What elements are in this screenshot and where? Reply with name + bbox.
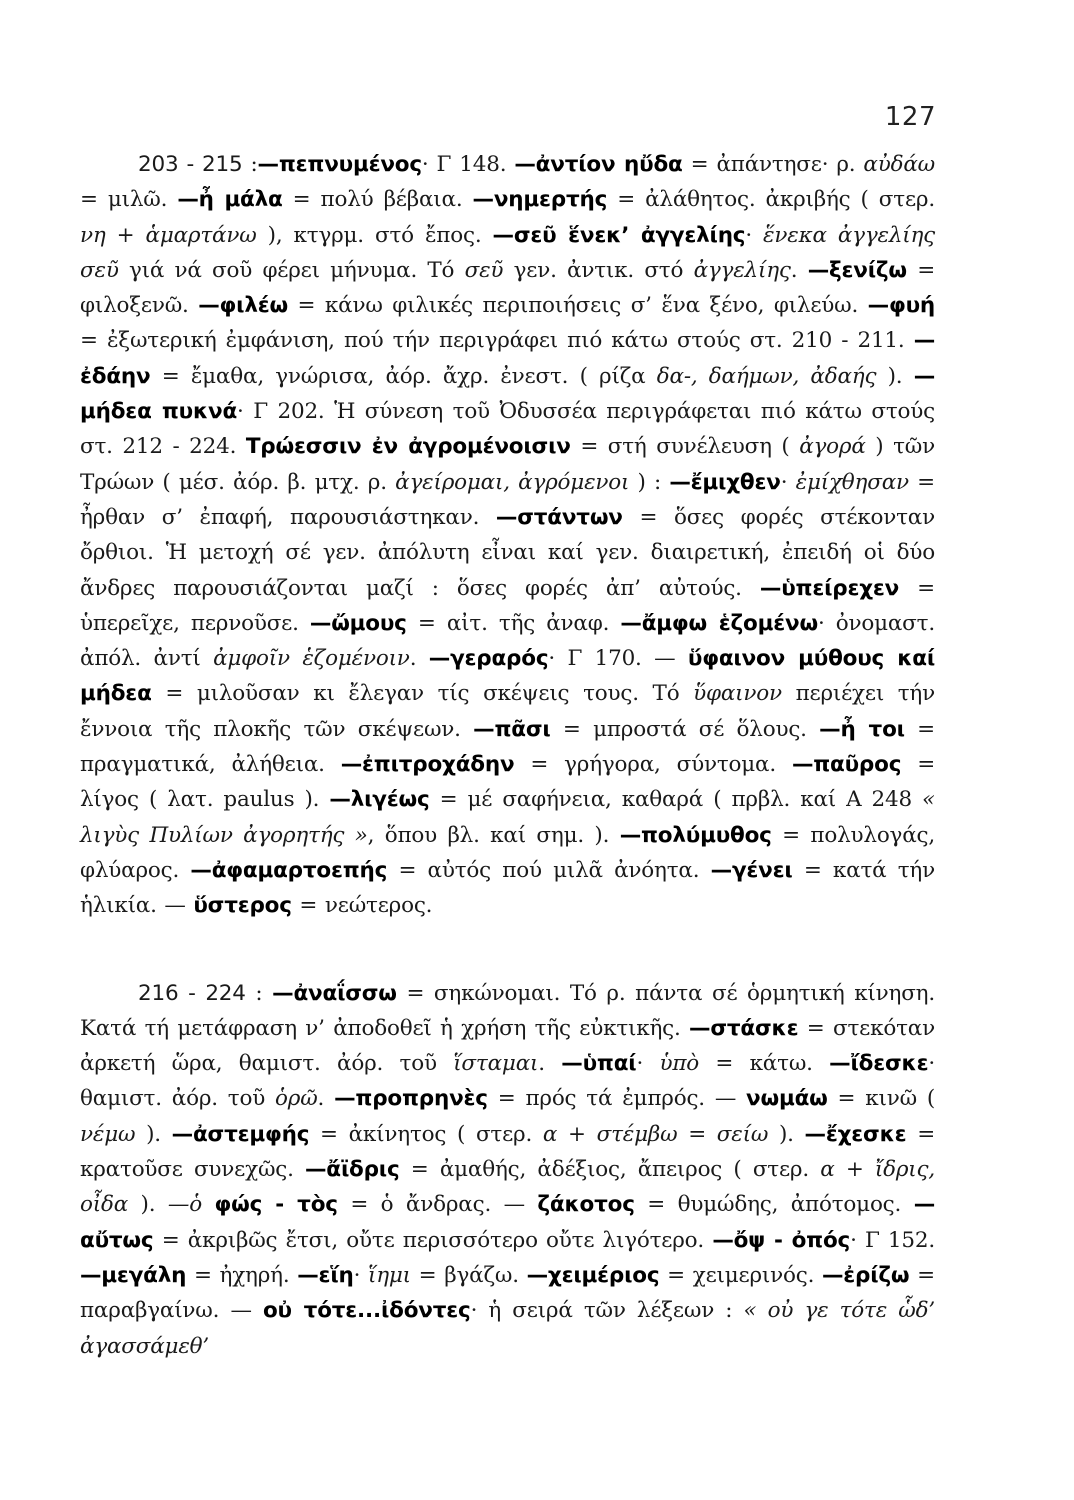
paragraph-body <box>80 152 935 918</box>
gloss-text: = πρός τά ἐμπρός. — <box>487 1086 747 1112</box>
lemma: ζάκοτος <box>537 1192 635 1218</box>
italic-term: ἀγγελίης <box>693 257 791 283</box>
italic-term: « λιγὺς Πυλίων ἀγορητής » <box>80 787 936 848</box>
gloss-text: ) : <box>629 469 670 495</box>
gloss-text: = ἀκίνητος ( στερ. <box>309 1121 543 1147</box>
italic-term: σεῦ <box>464 257 504 283</box>
gloss-text: ). <box>876 363 914 389</box>
gloss-text: γιά νά σοῦ φέρει μήνυμα. Τό <box>118 257 465 283</box>
gloss-text: = κάτω. <box>699 1051 830 1077</box>
gloss-text: = σηκώνομαι. Τό ρ. πάντα σέ ὁρμητική κίνηση. Κατά τή μετάφραση ν’ ἀποδοθεῖ ἡ χρήση τῆς εὐκτικῆς. <box>80 980 936 1041</box>
gloss-text: . <box>409 646 429 672</box>
lemma: —μήδεα πυκνά <box>80 363 935 425</box>
italic-term: ἐμίχθησαν <box>795 469 909 495</box>
italic-term: δα-, δαήμων, ἀδαής <box>656 363 877 389</box>
gloss-text: = ἀκριβῶς ἔτσι, οὔτε περισσότερο οὔτε λιγότερο. <box>153 1227 713 1253</box>
lemma: —ἦ τοι <box>819 716 905 742</box>
lemma: νωμάω <box>746 1086 828 1112</box>
lemma: —ὑπαί <box>561 1051 637 1077</box>
gloss-text: = μπροστά σέ ὅλους. <box>550 716 820 742</box>
gloss-text: = στεκόταν ἀρκετή ὥρα, θαμιστ. ἀόρ. τοῦ <box>80 1015 935 1077</box>
lemma: —ἴδεσκε <box>829 1051 929 1077</box>
lemma: —εἵη <box>297 1262 354 1288</box>
gloss-text: · Γ 170. — <box>548 646 688 672</box>
commentary-text <box>80 147 935 1364</box>
gloss-text: . <box>790 257 808 283</box>
gloss-text: · θαμιστ. ἀόρ. τοῦ <box>80 1051 935 1112</box>
verse-range: 203 - 215 <box>138 152 243 177</box>
lemma: —ἄϊδρις <box>305 1157 400 1183</box>
gloss-text: = γρήγορα, σύντομα. <box>514 752 792 778</box>
gloss-text: = ἀπάντησε· ρ. <box>682 152 864 177</box>
gloss-text: = κινῶ ( <box>827 1086 936 1112</box>
gloss-text: = αὐτός πού μιλᾶ ἀνόητα. <box>387 857 711 883</box>
lemma: —ξενίζω <box>807 257 907 283</box>
gloss-text: = φιλοξενῶ. <box>80 257 936 319</box>
gloss-text: + <box>834 1157 875 1183</box>
italic-term: ἵσταμαι <box>453 1051 539 1077</box>
lemma: —γεραρός <box>428 646 549 672</box>
lemma: —ἔμιχθεν <box>669 469 781 495</box>
lemma: —ὤμους <box>309 610 407 636</box>
gloss-text: + <box>557 1121 597 1147</box>
gloss-text: : <box>245 980 273 1006</box>
gloss-text: περιέχει τήν ἔννοια τῆς πλοκῆς τῶν σκέψεων. <box>80 681 935 742</box>
lemma: —πολύμυθος <box>619 822 772 848</box>
lemma: —πᾶσι <box>473 716 551 742</box>
commentary-paragraph <box>80 976 935 1364</box>
italic-term: αὐδάω <box>863 152 936 177</box>
gloss-text: . <box>317 1086 335 1112</box>
gloss-text: = ἀλάθητος. ἀκριβής ( στερ. <box>607 187 935 213</box>
gloss-text: = ἦρθαν σ’ ἐπαφή, παρουσιάστηκαν. <box>80 469 935 530</box>
gloss-text: · Γ 202. Ἡ σύνεση τοῦ Ὀδυσσέα περιγράφεται πιό κάτω στούς στ. 212 - 224. <box>80 399 935 460</box>
gloss-text: = κατά τήν ἡλικία. — <box>80 857 935 919</box>
lemma: Τρώεσσιν ἐν ἀγρομένοισιν <box>245 434 571 460</box>
gloss-text: = ἐξωτερική ἐμφάνιση, πού τήν περιγράφει πιό κάτω στούς στ. 210 - 211. <box>80 328 914 354</box>
lemma: —ὑπείρεχεν <box>759 575 900 601</box>
gloss-text: = ὅσες φορές στέκονταν ὄρθιοι. Ἡ μετοχή σέ γεν. ἀπόλυτη εἶναι καί γεν. διαιρετική, ἐπειδή οἱ δύο ἄνδρες παρουσιάζονται μαζί : ὅσες φορές ἀπ’ αὐτούς. <box>80 504 935 601</box>
page-number: 127 <box>884 102 936 132</box>
gloss-text: = ὑπερεῖχε, περνοῦσε. <box>80 575 935 636</box>
gloss-text: · Γ 152. <box>850 1227 935 1253</box>
italic-term: ὑπὸ <box>659 1051 700 1077</box>
italic-term: ὁρῶ <box>275 1086 318 1112</box>
lemma: —λιγέως <box>329 787 430 813</box>
lemma: —πεπνυμένος <box>257 152 422 177</box>
gloss-text: · Γ 148. <box>421 152 515 177</box>
italic-term: ἀγορά <box>799 434 866 460</box>
gloss-text: γεν. ἀντικ. στό <box>503 257 694 283</box>
gloss-text: = νεώτερος. <box>291 893 433 919</box>
italic-term: ὕφαινον <box>693 681 782 707</box>
italic-term: —ὁ <box>167 1192 215 1218</box>
lemma: —χειμέριος <box>526 1262 660 1288</box>
italic-term: ἀμφοῖν ἑζομένοιν <box>213 646 410 672</box>
gloss-text: = πραγματικά, ἀλήθεια. <box>80 716 935 778</box>
lemma: —σεῦ ἕνεκ’ ἀγγελίης <box>492 222 746 248</box>
gloss-text: = ὁ ἄνδρας. — <box>337 1192 538 1218</box>
lemma: —ἐρίζω <box>821 1262 910 1288</box>
lemma: —ἐδάην <box>80 328 935 389</box>
gloss-text: ). <box>128 1192 168 1218</box>
gloss-text: = στή συνέλευση ( <box>570 434 800 460</box>
lemma: φώς - τὸς <box>214 1192 338 1218</box>
lemma: —στάσκε <box>689 1015 799 1041</box>
gloss-text: = πολύ βέβαια. <box>282 187 473 213</box>
lemma: οὐ τότε...ἰδόντες <box>262 1298 471 1324</box>
italic-term: στέμβω <box>596 1121 678 1147</box>
lemma: —ἄμφω ἑζομένω <box>620 610 818 636</box>
lemma: —μεγάλη <box>80 1262 187 1288</box>
gloss-text: · <box>636 1051 660 1077</box>
italic-term: « οὐ γε τότε ὧδ’ ἀγασσάμεθ’ <box>80 1298 935 1359</box>
lemma: —ἐπιτροχάδην <box>340 752 515 778</box>
lemma: —νημερτής <box>472 187 608 213</box>
commentary-paragraph <box>80 147 935 924</box>
gloss-text: ). <box>768 1121 805 1147</box>
lemma: —παῦρος <box>791 752 902 778</box>
lemma: —προπρηνὲς <box>334 1086 488 1112</box>
gloss-text: · <box>780 469 796 495</box>
gloss-text: = πολυλογάς, φλύαρος. <box>80 822 936 883</box>
gloss-text: = παραβγαίνω. — <box>80 1262 935 1324</box>
gloss-text: ). <box>135 1121 172 1147</box>
gloss-text: = μέ σαφήνεια, καθαρά ( πρβλ. καί Α 248 <box>429 787 923 813</box>
gloss-text: = μιλοῦσαν κι ἔλεγαν τίς σκέψεις τους. Τό <box>151 681 694 707</box>
gloss-text: : <box>242 152 258 177</box>
paragraph-body <box>80 981 935 1359</box>
lemma: —ἔχεσκε <box>804 1121 907 1147</box>
gloss-text: ), κτγρμ. στό ἔπος. <box>256 222 493 248</box>
verse-range: 216 - 224 <box>138 980 246 1006</box>
lemma: ὕστερος <box>193 893 292 919</box>
gloss-text: · <box>353 1262 368 1288</box>
italic-term: ἵημι <box>368 1262 411 1288</box>
lemma: —φιλέω <box>198 293 288 319</box>
gloss-text: · ὀνομαστ. ἀπόλ. ἀντί <box>80 610 935 672</box>
gloss-text: = βγάζω. <box>410 1262 527 1288</box>
gloss-text: = αἰτ. τῆς ἀναφ. <box>406 610 621 636</box>
gloss-text: ) τῶν Τρώων ( μέσ. ἀόρ. β. μτχ. ρ. <box>80 434 935 495</box>
gloss-text: = χειμερινός. <box>659 1262 822 1288</box>
lemma: —στάντων <box>495 504 623 530</box>
gloss-text: + <box>105 222 146 248</box>
gloss-text: , ὅπου βλ. καί σημ. ). <box>367 822 620 848</box>
gloss-text: = <box>677 1121 717 1147</box>
gloss-text: · <box>745 222 764 248</box>
gloss-text: = μιλῶ. <box>80 187 178 213</box>
gloss-text: = λίγος ( λατ. paulus ). <box>80 752 936 813</box>
gloss-text: = ἠχηρή. <box>186 1262 298 1288</box>
lemma: ὕφαινον μύθους καί μήδεα <box>80 646 936 707</box>
italic-term: ἴδρις, οἶδα <box>80 1157 935 1218</box>
gloss-text: = θυμώδης, ἀπότομος. <box>634 1192 914 1218</box>
lemma: —φυή <box>867 293 935 319</box>
lemma: —ὄψ - ὀπός <box>712 1227 851 1253</box>
italic-term: α <box>820 1157 835 1183</box>
lemma: —γένει <box>710 857 793 883</box>
lemma: —αὔτως <box>80 1192 935 1253</box>
lemma: —ἦ μάλα <box>177 187 283 213</box>
gloss-text: = ἀμαθής, ἀδέξιος, ἄπειρος ( στερ. <box>399 1157 821 1183</box>
italic-term: ἀγείρομαι, ἀγρόμενοι <box>395 469 630 495</box>
italic-term: νη <box>80 222 106 248</box>
gloss-text: = ἔμαθα, γνώρισα, ἀόρ. ἄχρ. ἐνεστ. ( ρίζα <box>150 363 657 389</box>
italic-term: α <box>542 1121 558 1147</box>
gloss-text: . <box>538 1051 562 1077</box>
lemma: —ἀστεμφής <box>171 1121 310 1147</box>
lemma: —ἀναΐσσω <box>272 980 397 1006</box>
gloss-text: · ἡ σειρά τῶν λέξεων : <box>470 1298 744 1324</box>
italic-term: ἕνεκα ἀγγελίης σεῦ <box>80 222 935 283</box>
lemma: —ἀφαμαρτοεπής <box>190 857 388 883</box>
gloss-text: = κρατοῦσε συνεχῶς. <box>80 1121 936 1183</box>
lemma: —ἀντίον ηὔδα <box>514 152 683 177</box>
gloss-text: = κάνω φιλικές περιποιήσεις σ’ ἕνα ξένο, φιλεύω. <box>288 293 868 319</box>
italic-term: νέμω <box>80 1121 136 1147</box>
italic-term: ἁμαρτάνω <box>145 222 257 248</box>
italic-term: σείω <box>716 1121 769 1147</box>
